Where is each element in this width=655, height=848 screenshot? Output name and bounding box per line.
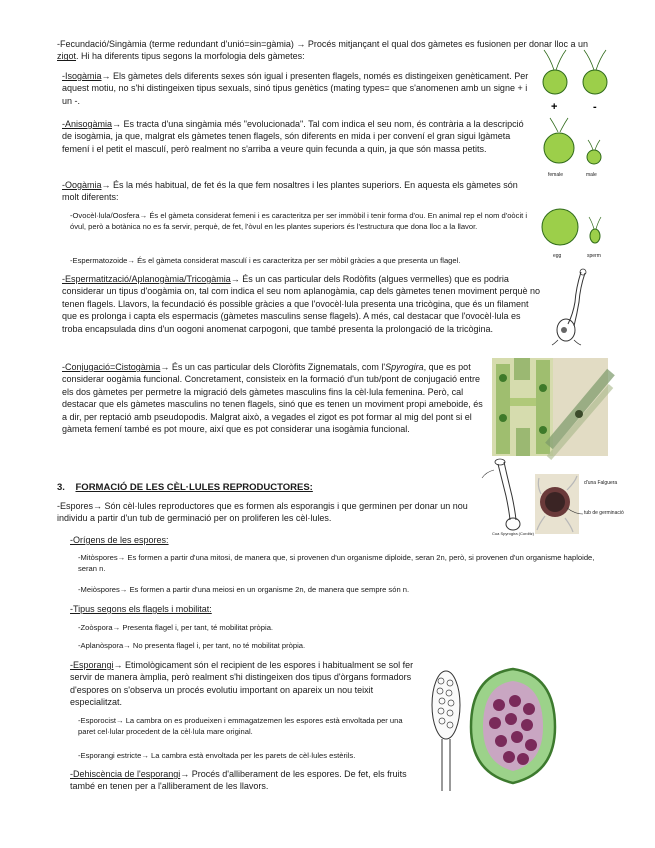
arrow-icon: →	[113, 660, 123, 670]
esporangi-drawing-2	[465, 665, 560, 790]
esperma-term: -Espermatozoide	[70, 256, 128, 265]
minus-label: -	[593, 101, 597, 113]
oogamy-figure	[540, 205, 615, 260]
spore-germination-figure	[476, 458, 541, 540]
meiospores-paragraph: -Meiòspores→ Es formen a partir d'una meiosi en un organisme 2n, de manera que sempre són n.	[78, 585, 410, 594]
esporocist-paragraph: -Esporocist→ La cambra on es produeixen i emmagatzemen les espores està envoltada per una paret cel·lular procedent de la cèl·lula mare original.	[78, 716, 403, 737]
esporocist-term: -Esporocist	[78, 716, 116, 725]
arrow-icon: →	[296, 39, 306, 49]
zoospora-paragraph: -Zoòspora→ Presenta flagel i, per tant, té mobilitat pròpia.	[78, 623, 274, 632]
conjugacio-paragraph: -Conjugació=Cistogàmia→ És un cas particular dels Cloròfits Zignematals, com l'Spyrogira, que es pot considerar oogàmia funcional. Concretament, consisteix en la formació d'un tub/pont de conjugació entre els dos gàmetes per permetre la migració dels gàmetes masculins fins la cèl·lula femenina. Però, cal destacar que els gàmetes masculins no tenen flagels, sinó que es tenen un moviment propi ameboide, és a dir, per reptació amb pseudopodis. Malgrat això, a vegades el zigot es pot formar al mig del pont si el gàmeta femení també es pot moure, així que es pot considerar una isogàmia funcional.	[62, 362, 483, 435]
arrow-icon: →	[119, 585, 128, 594]
isogamy-figure	[540, 48, 615, 113]
arrow-icon: →	[101, 71, 111, 81]
tub-label: tub de germinació	[584, 510, 624, 516]
aplanospora-term: -Aplanòspora	[78, 641, 124, 650]
male-label: male	[586, 172, 597, 178]
conjugation-micrograph-2	[553, 358, 608, 456]
plus-label: +	[551, 101, 558, 113]
arrow-icon: →	[180, 769, 190, 779]
dehiscencia-paragraph: -Dehiscència de l'esporangi→ Procés d'alliberament de les espores. De fet, els fruits també en tenen per a l'alliberament de les llavors.	[70, 769, 407, 792]
male-gamete-icon	[587, 150, 601, 164]
spyrogira-term: Spyrogira	[385, 362, 424, 372]
arrow-icon: →	[115, 716, 124, 725]
esporangi-paragraph: -Esporangi→ Etimològicament són el recipient de les espores i habitualment se sol fer servir de manera àmplia, però realment s'hi distingeixen dos tipus d'òrgans formadors d'espores on s'observa un procés evolutiu important on apareix un nou teixit especialitzat.	[70, 660, 414, 708]
mitospores-paragraph: -Mitòspores→ Es formen a partir d'una mitosi, de manera que, si provenen d'un organisme diploide, seran 2n, però, si provenen d'un organisme haploide, seran n.	[78, 553, 595, 574]
ovocel-term: -Ovocèl·lula/Oosfera	[70, 211, 140, 220]
fecundacio-term: -Fecundació/Singàmia	[57, 39, 147, 49]
egg-label: egg	[553, 253, 562, 259]
meiospores-term: -Meiòspores	[78, 585, 120, 594]
trichogyne-figure	[548, 268, 598, 346]
zoospora-term: -Zoòspora	[78, 623, 113, 632]
esporangi-drawing-1	[428, 665, 464, 795]
mitospores-term: -Mitòspores	[78, 553, 118, 562]
sperm-label: sperm	[587, 253, 601, 259]
ovocel-paragraph: -Ovocèl·lula/Oosfera→ És el gàmeta considerat femeni i es caracteritza per ser immòbil i tenir forma d'ou. En animal rep el nom d'oòcit i óvul, però a botànica no es fa servir, perquè, de fet, l'òvul en les plantes superiors és l'estructura que dona lloc a la llavor.	[70, 211, 528, 232]
conjugacio-term: -Conjugació=Cistogàmia	[62, 362, 161, 372]
oogamia-term: -Oogàmia	[62, 180, 102, 190]
arrow-icon: →	[93, 501, 103, 511]
plus-gamete-icon	[543, 70, 567, 94]
esperma-paragraph: -Espermatozoide→ És el gàmeta considerat masculí i es caracteritza per ser mòbil gràcies a que presenta un flagel.	[70, 256, 461, 265]
arrow-icon: →	[117, 553, 126, 562]
zigot-term: zigot	[57, 51, 77, 62]
arrow-icon: →	[101, 180, 111, 190]
cua-label: Cua Spyrogira (Corditz)	[492, 531, 535, 536]
section3-heading	[57, 482, 457, 494]
arrow-icon: →	[160, 362, 170, 372]
tipus-heading: -Tipus segons els flagels i mobilitat:	[70, 604, 212, 614]
arrow-icon: →	[127, 256, 135, 265]
esporangi-estricte-paragraph: -Esporangi estricte→ La cambra està envoltada per les parets de cèl·lules estèrils.	[78, 751, 356, 760]
espores-term: -Espores	[57, 501, 94, 511]
minus-gamete-icon	[583, 70, 607, 94]
female-gamete-icon	[544, 133, 574, 163]
esporangi-term: -Esporangi	[70, 660, 114, 670]
esporangi-estricte-term: -Esporangi estricte	[78, 751, 142, 760]
oogamia-paragraph: -Oogàmia→ És la més habitual, de fet és la que fem nosaltres i les plantes superiors. En aquesta els gàmetes són molt diferents:	[62, 180, 518, 203]
arrow-icon: →	[139, 211, 148, 220]
dehiscencia-term: -Dehiscència de l'esporangi	[70, 769, 181, 779]
anisogamia-term: -Anisogàmia	[62, 119, 113, 129]
origens-heading: -Orígens de les espores:	[70, 535, 169, 545]
intro-paragraph: -Fecundació/Singàmia (terme redundant d'unió=sin=gàmia) → Procés mitjançant el qual dos gàmetes es fusionen per donar lloc a un zigot. Hi ha diferents tipus segons la morfologia dels gàmetes:	[57, 39, 589, 62]
isogamia-term: -Isogàmia	[62, 71, 102, 81]
arrow-icon: →	[112, 119, 122, 129]
section-number: 3.	[57, 482, 65, 493]
conjugation-micrograph-1	[492, 358, 554, 456]
anisogamia-paragraph: -Anisogàmia→ Es tracta d'una singàmia més "evolucionada". Tal com indica el seu nom, és contrària a la descripció de isogàmia, ja que, malgrat els gàmetes tenen flagels, són diferents en mida i per convení el gran sigui lgàmeta femení i el petit el masculí, però realment no s'arriba a veure quin fecunda a quin, ja que són massa petits.	[62, 119, 524, 154]
egg-icon	[542, 209, 578, 245]
espores-paragraph: -Espores→ Són cèl·lules reproductores que es formen als esporangis i que germinen per donar un nou individu a partir d'un tub de germinació per on proliferen les cèl·lules.	[57, 501, 468, 524]
espermatitzacio-paragraph: -Espermatització/Aplanogàmia/Tricogàmia→ És un cas particular dels Rodòfits (algues vermelles) que es podria considerar un tipus d'oogàmia on, tal com indica el seu nom aplanogàmia, cap dels gàmetes tenen moviment perquè no tenen flagels. Llavors, la fecundació és possible gràcies a que l'ovocèl·lula presenta una tricògina, que és un filament que es prolonga i capta els espermacis (gàmetes masculins sense flagels). A més, cal destacar que l'ovocèl·lula es troba encapsulada dins d'un oogoni anomenat carpogoni, que també presenta la prolongació de la tricògina.	[62, 274, 541, 334]
arrow-icon: →	[230, 274, 240, 284]
female-label: female	[548, 172, 564, 178]
arrow-icon: →	[123, 641, 131, 650]
aplanospora-paragraph: -Aplanòspora→ No presenta flagel i, per tant, no té mobilitat pròpia.	[78, 641, 306, 650]
isogamia-paragraph: -Isogàmia→ Els gàmetes dels diferents sexes són igual i presenten flagels, només es distingeixen genèticament. Per aquest motiu, no s'hi distingeixen tipus sexuals, sinó tipus genètics (mating types= que s'anomenen amb un signe + i un -.	[62, 71, 529, 106]
sperm-icon	[590, 229, 600, 243]
arrow-icon: →	[141, 751, 149, 760]
falguera-label: d'una Falguera	[584, 480, 618, 486]
falguera-spore-figure	[535, 474, 624, 534]
section-title: FORMACIÓ DE LES CÈL·LULES REPRODUCTORES:	[75, 482, 313, 493]
espermatitzacio-term: -Espermatització/Aplanogàmia/Tricogàmia	[62, 274, 231, 284]
anisogamy-figure	[540, 118, 615, 180]
arrow-icon: →	[112, 623, 121, 632]
